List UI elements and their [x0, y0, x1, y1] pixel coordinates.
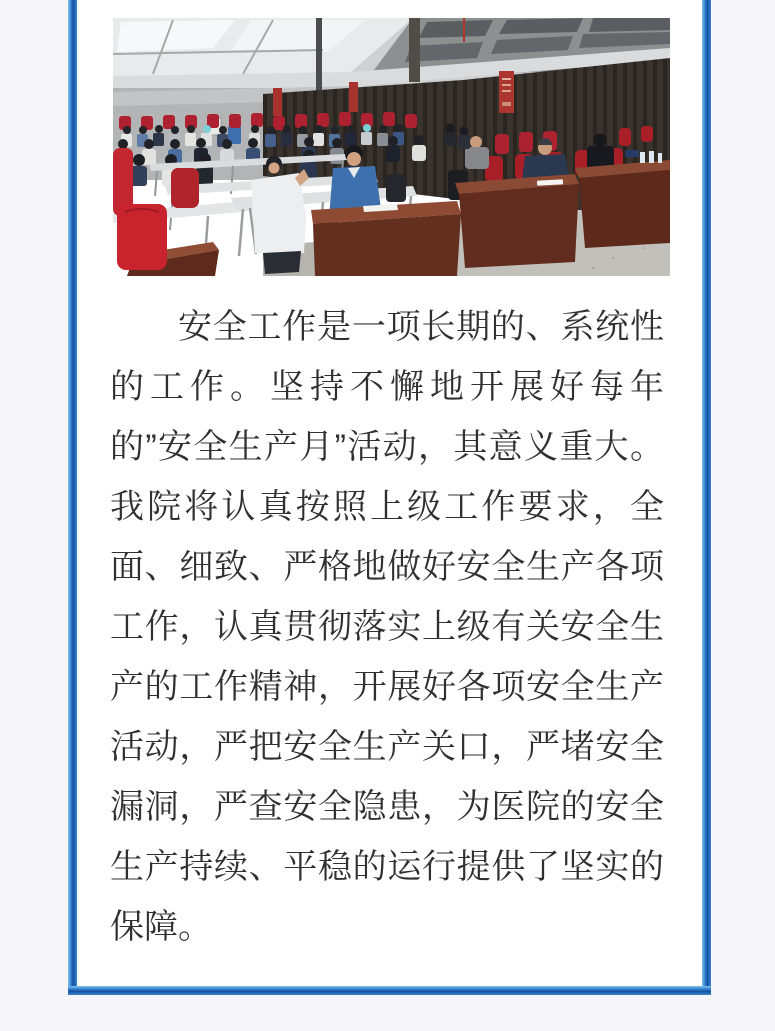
meeting-photo	[113, 18, 670, 276]
article-card	[77, 0, 702, 986]
frame-border-right	[702, 0, 711, 995]
meeting-photo-graphic	[113, 18, 670, 276]
frame-border-bottom	[68, 986, 711, 995]
article-paragraph: 安全工作是一项长期的、系统性的工作。坚持不懈地开展好每年的”安全生产月”活动，其意义重大。我院将认真按照上级工作要求，全面、细致、严格地做好安全生产各项工作，认真贯彻落实上级有关安全生产的工作精神，开展好各项安全生产活动，严把安全生产关口，严堵安全漏洞，严查安全隐患，为医院的安全生产持续、平稳的运行提供了坚实的保障。	[110, 308, 664, 946]
frame-border-left	[68, 0, 77, 995]
